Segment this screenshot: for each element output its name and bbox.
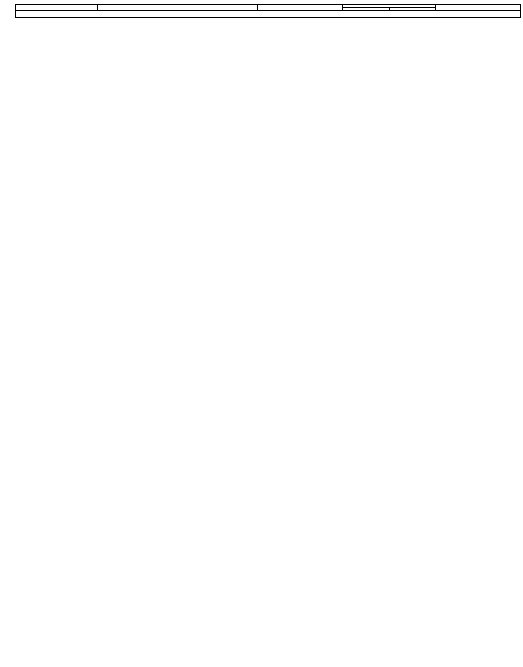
section-title [16, 11, 521, 18]
register-table [15, 4, 521, 18]
section-header [16, 11, 521, 18]
